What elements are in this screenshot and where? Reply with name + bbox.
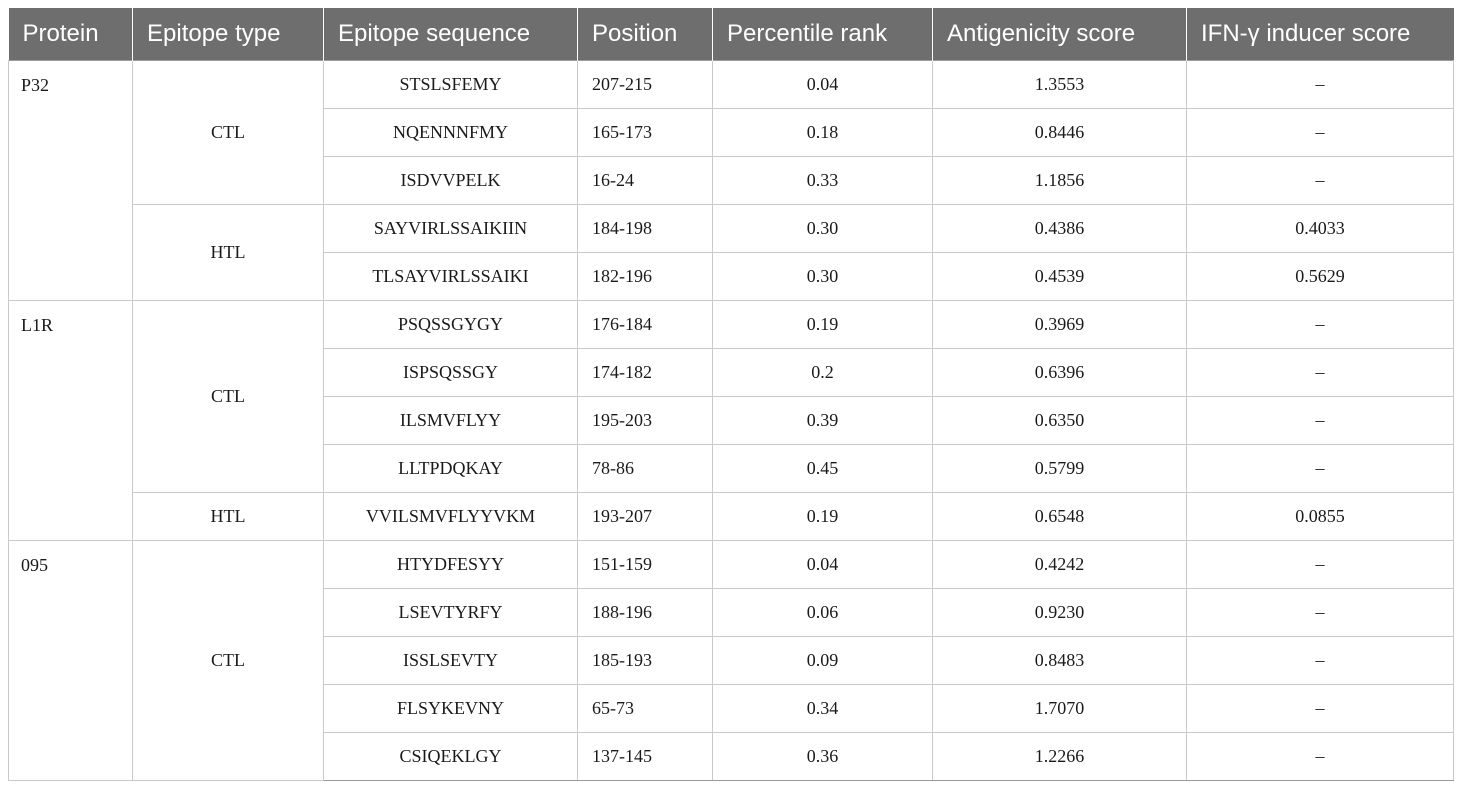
position-cell: 151-159 [578, 541, 713, 589]
table-body [9, 61, 1454, 781]
percentile-cell: 0.19 [713, 301, 933, 349]
sequence-cell: LLTPDQKAY [324, 445, 578, 493]
position-cell: 78-86 [578, 445, 713, 493]
antigenicity-cell: 0.4242 [933, 541, 1187, 589]
ifn-cell: – [1187, 541, 1454, 589]
sequence-cell: NQENNNFMY [324, 109, 578, 157]
header-row [9, 8, 1454, 61]
position-cell: 174-182 [578, 349, 713, 397]
position-cell: 176-184 [578, 301, 713, 349]
antigenicity-cell: 0.4386 [933, 205, 1187, 253]
antigenicity-cell: 1.2266 [933, 733, 1187, 781]
ifn-cell: – [1187, 589, 1454, 637]
ifn-cell: – [1187, 109, 1454, 157]
position-cell: 165-173 [578, 109, 713, 157]
position-cell: 137-145 [578, 733, 713, 781]
position-cell: 182-196 [578, 253, 713, 301]
header-ifn-gamma-score: IFN-γ inducer score [1187, 8, 1454, 61]
percentile-cell: 0.04 [713, 541, 933, 589]
antigenicity-cell: 0.9230 [933, 589, 1187, 637]
percentile-cell: 0.06 [713, 589, 933, 637]
ifn-cell: – [1187, 637, 1454, 685]
antigenicity-cell: 0.4539 [933, 253, 1187, 301]
table-row [9, 61, 1454, 109]
header-percentile-rank: Percentile rank [713, 8, 933, 61]
position-cell: 207-215 [578, 61, 713, 109]
sequence-cell: CSIQEKLGY [324, 733, 578, 781]
table-row [9, 301, 1454, 349]
antigenicity-cell: 0.6350 [933, 397, 1187, 445]
percentile-cell: 0.33 [713, 157, 933, 205]
epitope-type-cell: CTL [133, 301, 324, 493]
percentile-cell: 0.30 [713, 253, 933, 301]
ifn-cell: 0.0855 [1187, 493, 1454, 541]
ifn-cell: – [1187, 349, 1454, 397]
antigenicity-cell: 0.8446 [933, 109, 1187, 157]
percentile-cell: 0.09 [713, 637, 933, 685]
header-position: Position [578, 8, 713, 61]
antigenicity-cell: 1.1856 [933, 157, 1187, 205]
antigenicity-cell: 0.3969 [933, 301, 1187, 349]
antigenicity-cell: 0.6548 [933, 493, 1187, 541]
percentile-cell: 0.34 [713, 685, 933, 733]
header-protein: Protein [9, 8, 133, 61]
sequence-cell: FLSYKEVNY [324, 685, 578, 733]
position-cell: 193-207 [578, 493, 713, 541]
ifn-cell: – [1187, 397, 1454, 445]
table-row [9, 205, 1454, 253]
position-cell: 188-196 [578, 589, 713, 637]
antigenicity-cell: 1.7070 [933, 685, 1187, 733]
table-header [9, 8, 1454, 61]
ifn-cell: – [1187, 301, 1454, 349]
table-row [9, 541, 1454, 589]
antigenicity-cell: 0.8483 [933, 637, 1187, 685]
position-cell: 16-24 [578, 157, 713, 205]
percentile-cell: 0.19 [713, 493, 933, 541]
protein-cell: 095 [9, 541, 133, 781]
sequence-cell: ISPSQSSGY [324, 349, 578, 397]
sequence-cell: ILSMVFLYY [324, 397, 578, 445]
sequence-cell: SAYVIRLSSAIKIIN [324, 205, 578, 253]
header-epitope-sequence: Epitope sequence [324, 8, 578, 61]
sequence-cell: ISSLSEVTY [324, 637, 578, 685]
epitope-type-cell: CTL [133, 541, 324, 781]
table-row [9, 493, 1454, 541]
sequence-cell: STSLSFEMY [324, 61, 578, 109]
position-cell: 184-198 [578, 205, 713, 253]
ifn-cell: – [1187, 445, 1454, 493]
epitope-type-cell: HTL [133, 493, 324, 541]
percentile-cell: 0.45 [713, 445, 933, 493]
antigenicity-cell: 1.3553 [933, 61, 1187, 109]
protein-cell: L1R [9, 301, 133, 541]
ifn-cell: – [1187, 685, 1454, 733]
percentile-cell: 0.18 [713, 109, 933, 157]
epitope-type-cell: CTL [133, 61, 324, 205]
protein-cell: P32 [9, 61, 133, 301]
position-cell: 65-73 [578, 685, 713, 733]
ifn-cell: – [1187, 733, 1454, 781]
sequence-cell: ISDVVPELK [324, 157, 578, 205]
header-epitope-type: Epitope type [133, 8, 324, 61]
percentile-cell: 0.04 [713, 61, 933, 109]
antigenicity-cell: 0.6396 [933, 349, 1187, 397]
sequence-cell: LSEVTYRFY [324, 589, 578, 637]
sequence-cell: PSQSSGYGY [324, 301, 578, 349]
sequence-cell: HTYDFESYY [324, 541, 578, 589]
percentile-cell: 0.2 [713, 349, 933, 397]
antigenicity-cell: 0.5799 [933, 445, 1187, 493]
epitope-table [8, 8, 1454, 781]
position-cell: 195-203 [578, 397, 713, 445]
percentile-cell: 0.39 [713, 397, 933, 445]
sequence-cell: VVILSMVFLYYVKM [324, 493, 578, 541]
sequence-cell: TLSAYVIRLSSAIKI [324, 253, 578, 301]
epitope-type-cell: HTL [133, 205, 324, 301]
percentile-cell: 0.36 [713, 733, 933, 781]
ifn-cell: 0.5629 [1187, 253, 1454, 301]
header-antigenicity-score: Antigenicity score [933, 8, 1187, 61]
percentile-cell: 0.30 [713, 205, 933, 253]
ifn-cell: 0.4033 [1187, 205, 1454, 253]
position-cell: 185-193 [578, 637, 713, 685]
ifn-cell: – [1187, 157, 1454, 205]
ifn-cell: – [1187, 61, 1454, 109]
